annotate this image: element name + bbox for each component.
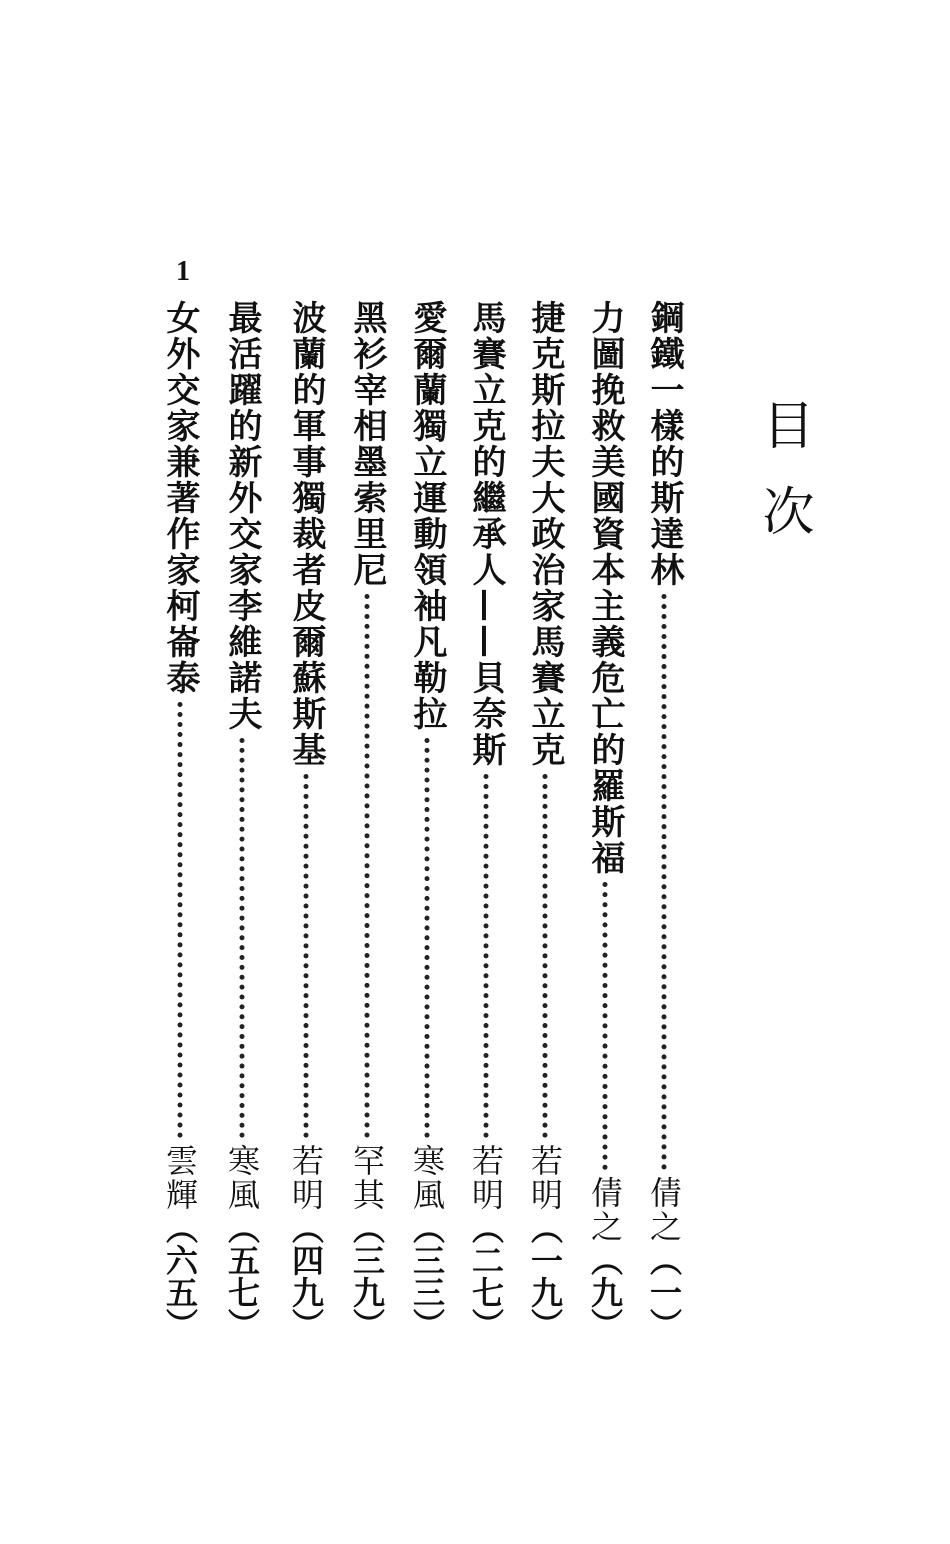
dot-leader xyxy=(583,876,627,1176)
entry-title: 波蘭的軍事獨裁者皮爾蘇斯基 xyxy=(286,300,326,768)
toc-entry xyxy=(642,300,686,1340)
dot-leader xyxy=(345,588,389,1144)
entry-title: 鋼鐵一樣的斯達林 xyxy=(644,300,684,588)
entry-author: 若明 xyxy=(526,1144,564,1212)
toc-entry xyxy=(523,300,567,1340)
entry-page: （一） xyxy=(645,1244,683,1340)
toc-entry xyxy=(220,300,264,1340)
dot-leader xyxy=(284,768,328,1144)
dot-leader xyxy=(523,768,567,1144)
entry-title: 力圖挽救美國資本主義危亡的羅斯福 xyxy=(585,300,625,876)
entry-title: 馬賽立克的繼承人——貝奈斯 xyxy=(466,300,506,768)
entry-page: （五七） xyxy=(223,1212,261,1340)
entry-author: 倩之 xyxy=(586,1176,624,1244)
entry-author: 寒風 xyxy=(223,1144,261,1212)
entry-page: （三九） xyxy=(348,1212,386,1340)
entry-page: （一九） xyxy=(526,1212,564,1340)
entry-title: 最活躍的新外交家李維諾夫 xyxy=(222,300,262,732)
entry-author: 寒風 xyxy=(408,1144,446,1212)
dot-leader xyxy=(464,768,508,1144)
page-number: 1 xyxy=(176,256,190,287)
entry-page: （六五） xyxy=(161,1212,199,1340)
entry-page: （二七） xyxy=(467,1212,505,1340)
entry-page: （九） xyxy=(586,1244,624,1340)
dot-leader xyxy=(405,732,449,1144)
entry-title: 黑衫宰相墨索里尼 xyxy=(347,300,387,588)
page-title: 目次 xyxy=(753,398,813,570)
entry-title: 捷克斯拉夫大政治家馬賽立克 xyxy=(525,300,565,768)
toc-entry xyxy=(284,300,328,1340)
toc-entry xyxy=(345,300,389,1340)
entry-title: 女外交家兼著作家柯崙泰 xyxy=(160,300,200,696)
dot-leader xyxy=(220,732,264,1144)
dot-leader xyxy=(158,696,202,1144)
entry-title: 愛爾蘭獨立運動領袖凡勒拉 xyxy=(407,300,447,732)
toc-entry xyxy=(583,300,627,1340)
entry-author: 雲輝 xyxy=(161,1144,199,1212)
toc-entry xyxy=(464,300,508,1340)
dot-leader xyxy=(642,588,686,1176)
entry-author: 罕其 xyxy=(348,1144,386,1212)
entry-page: （四九） xyxy=(287,1212,325,1340)
toc-entry xyxy=(405,300,449,1340)
entry-author: 倩之 xyxy=(645,1176,683,1244)
entry-author: 若明 xyxy=(467,1144,505,1212)
toc-entry xyxy=(158,300,202,1340)
entry-page: （三三） xyxy=(408,1212,446,1340)
entry-author: 若明 xyxy=(287,1144,325,1212)
